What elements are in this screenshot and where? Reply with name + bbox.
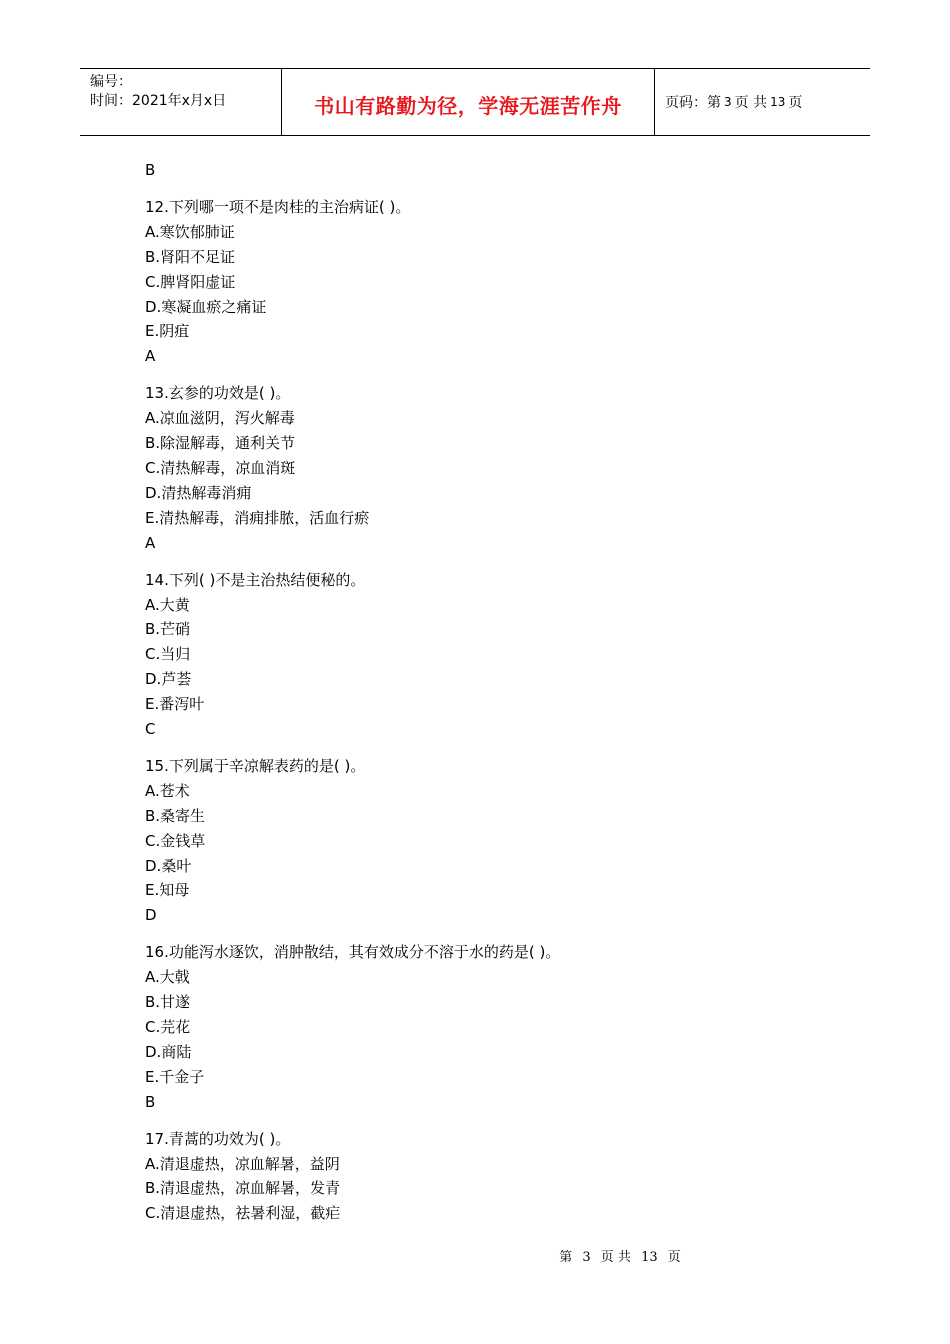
question-gap [145, 742, 845, 754]
question-gap [145, 369, 845, 381]
question-option: E.知母 [145, 881, 190, 900]
question-option: E.千金子 [145, 1067, 205, 1086]
page-header [80, 68, 870, 136]
footer-mid: 页 共 [600, 1250, 631, 1265]
question-option: E.番泻叶 [145, 695, 205, 714]
question-option: D.寒凝血瘀之痛证 [145, 297, 267, 316]
time-label: 时间：2021年x月x日 [90, 93, 227, 109]
footer-total: 13 [641, 1250, 658, 1265]
question-stem: 15.下列属于辛凉解表药的是( )。 [145, 756, 366, 775]
question-option: B.芒硝 [145, 620, 191, 639]
question-block [145, 940, 845, 1114]
question-option: A.寒饮郁肺证 [145, 222, 235, 241]
question-option: E.阴疽 [145, 322, 190, 341]
question-block [145, 195, 845, 369]
motto: 书山有路勤为径，学海无涯苦作舟 [314, 93, 622, 118]
question-list [145, 158, 845, 1226]
code-label: 编号： [90, 74, 132, 90]
header-motto-cell [282, 69, 655, 135]
question-gap [145, 1115, 845, 1127]
page-total: 13 [770, 95, 786, 109]
question-block [145, 381, 845, 555]
question-block [145, 754, 845, 928]
question-option: C.芫花 [145, 1018, 191, 1036]
question-answer: B [145, 1092, 156, 1111]
question-option: D.芦荟 [145, 670, 192, 689]
leading-answer: B [145, 161, 156, 179]
footer-current: 3 [582, 1250, 591, 1265]
question-option: E.清热解毒，消痈排脓，活血行瘀 [145, 508, 370, 527]
page-prefix: 页码：第 [665, 95, 721, 111]
question-option: B.甘遂 [145, 993, 191, 1012]
header-page-number [655, 69, 870, 135]
question-stem: 13.玄参的功效是( )。 [145, 384, 291, 403]
question-answer: C [145, 720, 156, 739]
question-answer: A [145, 347, 156, 366]
question-option: D.桑叶 [145, 856, 192, 875]
question-stem: 16.功能泻水逐饮，消肿散结，其有效成分不溶于水的药是( )。 [145, 943, 561, 962]
question-gap [145, 556, 845, 568]
page-footer [0, 1246, 950, 1265]
question-option: A.清退虚热，凉血解暑，益阴 [145, 1154, 340, 1173]
question-option: A.凉血滋阴，泻火解毒 [145, 409, 295, 428]
question-option: C.脾肾阳虚证 [145, 272, 236, 291]
question-gap [145, 183, 845, 195]
question-option: A.苍术 [145, 781, 190, 800]
question-gap [145, 928, 845, 940]
page-suffix: 页 [788, 95, 803, 111]
question-option: C.清退虚热，祛暑利湿，截疟 [145, 1204, 341, 1223]
page-mid: 页 共 [734, 95, 768, 111]
question-answer: A [145, 533, 156, 552]
question-block [145, 1127, 845, 1227]
page-current: 3 [724, 95, 732, 109]
question-option: C.金钱草 [145, 831, 206, 850]
footer-prefix: 第 [559, 1250, 573, 1265]
question-option: B.清退虚热，凉血解暑，发青 [145, 1179, 341, 1198]
question-option: C.当归 [145, 645, 191, 664]
question-option: C.清热解毒，凉血消斑 [145, 458, 296, 477]
question-stem: 12.下列哪一项不是肉桂的主治病证( )。 [145, 197, 411, 216]
question-block [145, 568, 845, 742]
question-option: B.除湿解毒，通利关节 [145, 434, 296, 453]
footer-suffix: 页 [667, 1250, 681, 1265]
question-option: B.桑寄生 [145, 806, 206, 825]
question-option: A.大黄 [145, 595, 190, 614]
question-option: D.商陆 [145, 1042, 192, 1061]
question-answer: D [145, 906, 157, 925]
question-stem: 14.下列( )不是主治热结便秘的。 [145, 570, 366, 589]
header-meta [80, 69, 282, 135]
question-stem: 17.青蒿的功效为( )。 [145, 1129, 291, 1148]
question-option: A.大戟 [145, 968, 190, 987]
question-option: D.清热解毒消痈 [145, 483, 252, 502]
question-option: B.肾阳不足证 [145, 247, 236, 266]
